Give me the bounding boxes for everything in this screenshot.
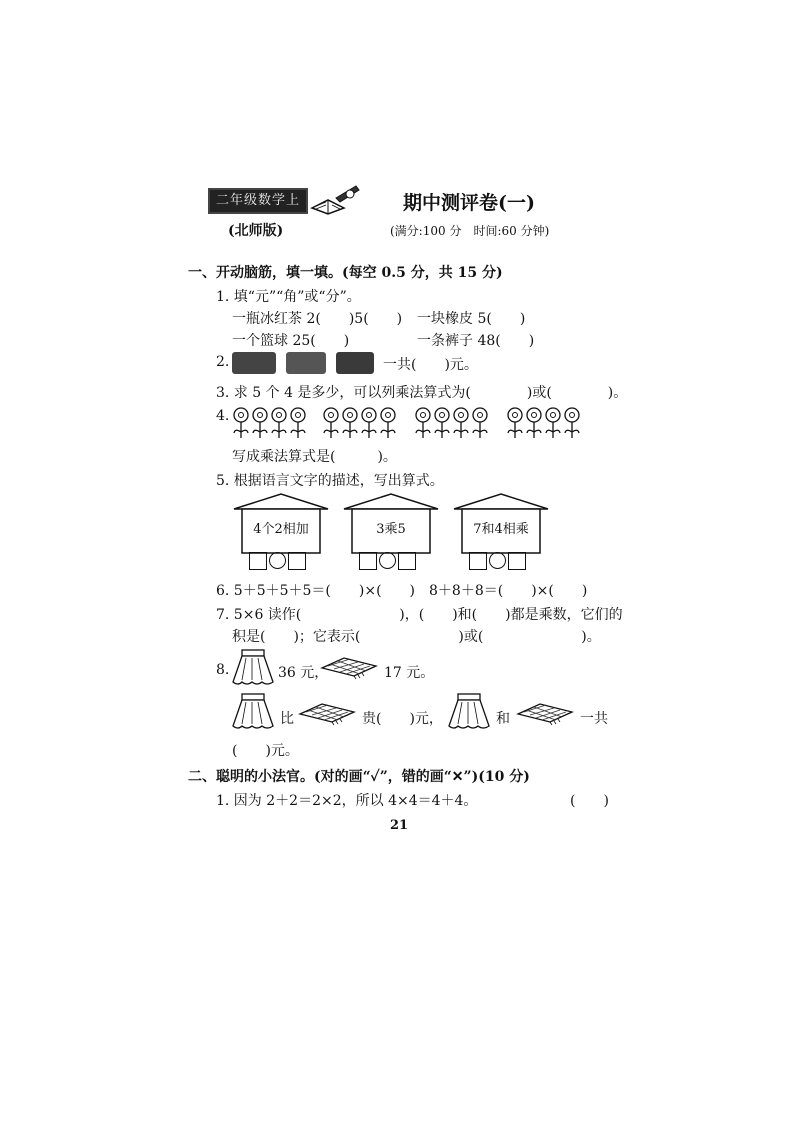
page-title: 期中测评卷(一) [403, 192, 535, 214]
answer-square[interactable] [359, 552, 377, 570]
flower-group-3 [414, 406, 490, 440]
flower-icon [433, 406, 452, 440]
section-2-heading: 二、聪明的小法官。(对的画“✓”，错的画“✕”)(10 分) [188, 769, 530, 785]
operator-circle[interactable] [489, 552, 506, 569]
skirt-icon [230, 692, 276, 732]
section-2-question-1: 1. 因为 2＋2＝2×2，所以 4×4＝4＋4。 [216, 793, 478, 809]
flower-icon [251, 406, 270, 440]
flower-group-1 [232, 406, 308, 440]
flower-icon [414, 406, 433, 440]
flower-icon [270, 406, 289, 440]
question-6: 6. 5＋5＋5＋5＝( )×( ) 8＋8＋8＝( )×( ) [216, 583, 588, 599]
flower-icon [471, 406, 490, 440]
flower-icon [379, 406, 398, 440]
answer-square[interactable] [508, 552, 526, 570]
answer-boxes-2 [359, 550, 416, 570]
house-1-label: 4个2相加 [253, 522, 309, 537]
question-2-number: 2. [216, 354, 230, 370]
flower-icon [289, 406, 308, 440]
skirt-icon [230, 648, 276, 688]
compare-gui: 贵( )元， [362, 711, 443, 727]
flower-group-4 [506, 406, 582, 440]
flower-icon [322, 406, 341, 440]
flower-icon [544, 406, 563, 440]
flower-icon [232, 406, 251, 440]
flower-icon [563, 406, 582, 440]
operator-circle[interactable] [379, 552, 396, 569]
question-8-number: 8. [216, 662, 230, 678]
question-5: 5. 根据语言文字的描述，写出算式。 [216, 473, 444, 489]
compare-bi: 比 [280, 711, 294, 727]
flower-group-2 [322, 406, 398, 440]
answer-square[interactable] [469, 552, 487, 570]
answer-square[interactable] [398, 552, 416, 570]
and-label: 和 [496, 711, 510, 727]
answer-boxes-3 [469, 550, 526, 570]
question-7-line-2: 积是( )；它表示( )或( )。 [232, 629, 601, 645]
total-label: 一共 [580, 711, 608, 727]
score-time-info: (满分:100 分 时间:60 分钟) [390, 224, 550, 238]
page-number: 21 [390, 818, 409, 833]
q1-item-basketball: 一个篮球 25( ) [232, 333, 350, 349]
flower-icon [452, 406, 471, 440]
skirt-icon [446, 692, 492, 732]
flower-icon [525, 406, 544, 440]
scarf-icon [320, 654, 378, 680]
banknote-image-1 [232, 352, 276, 374]
scarf-icon [298, 700, 356, 726]
question-3: 3. 求 5 个 4 是多少，可以列乘法算式为( )或( )。 [216, 385, 628, 401]
edition-label: (北师版) [228, 223, 284, 239]
grade-banner: 二年级数学上 [208, 188, 308, 214]
skirt-price: 36 元， [278, 665, 329, 681]
question-7-line-1: 7. 5×6 读作( )，( )和( )都是乘数，它们的 [216, 607, 623, 623]
judge-answer-blank[interactable]: ( ) [570, 793, 609, 809]
question-4-number: 4. [216, 408, 230, 424]
answer-square[interactable] [288, 552, 306, 570]
banknote-image-2 [286, 352, 326, 374]
section-1-heading: 一、开动脑筋，填一填。(每空 0.5 分，共 15 分) [188, 265, 503, 281]
scarf-price: 17 元。 [384, 665, 435, 681]
q1-item-tea: 一瓶冰红茶 2( )5( ) [232, 311, 403, 327]
flower-icon [360, 406, 379, 440]
question-2-text: 一共( )元。 [383, 357, 478, 373]
house-3-label: 7和4相乘 [473, 522, 529, 537]
banknote-image-3 [336, 352, 374, 374]
scarf-icon [516, 700, 574, 726]
question-8-last-line: ( )元。 [232, 743, 299, 759]
flower-icon [506, 406, 525, 440]
flower-icon [341, 406, 360, 440]
house-2-label: 3乘5 [376, 522, 406, 537]
answer-boxes-1 [249, 550, 306, 570]
q1-item-trousers: 一条裤子 48( ) [417, 333, 535, 349]
q1-item-eraser: 一块橡皮 5( ) [417, 311, 526, 327]
question-4-text: 写成乘法算式是( )。 [232, 449, 397, 465]
answer-square[interactable] [249, 552, 267, 570]
question-1: 1. 填“元”“角”或“分”。 [216, 289, 361, 305]
operator-circle[interactable] [269, 552, 286, 569]
book-pen-icon [306, 182, 362, 216]
